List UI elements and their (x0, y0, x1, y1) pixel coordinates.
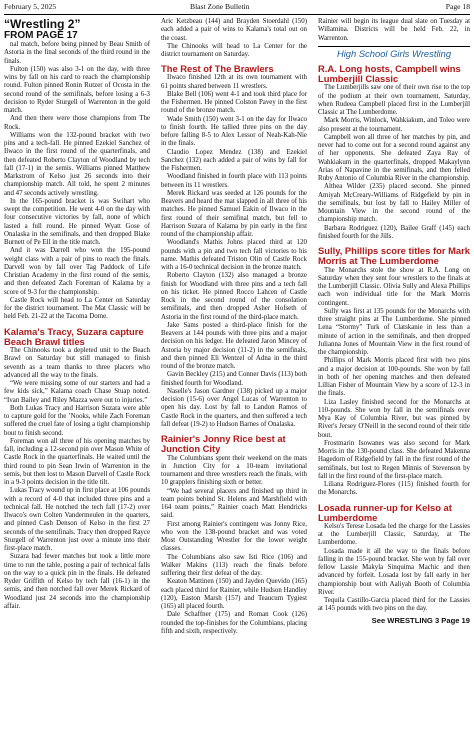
jump-kicker: FROM PAGE 17 (4, 30, 78, 41)
page-header (4, 2, 470, 14)
story-headline-kelso: Losada runner-up for Kelso at Lumberdome (318, 501, 452, 523)
paragraph: The Chinooks will head to La Center for the district tournament on Saturday. (161, 42, 307, 58)
paragraph: Losada made it all the way to the finals before falling in the 155-pound bracket. She won by fall over fellow Lassie Makyla Sinquima Machic and then advanced by forfeit. Losada lost by fall early in her championship bout with Aaliyah Booth of Columbia River. (318, 547, 470, 596)
story-body (161, 18, 307, 59)
paragraph: Woodland finished in fourth place with 113 points between its 11 wrestlers. (161, 173, 307, 189)
paragraph: “We had several placers and finished up third in team points behind St. Helens and Marshfield with 164 team points,” Rainier coach Matt Hendricks said. (161, 487, 307, 520)
header-date: February 5, 2025 (4, 2, 57, 11)
paragraph: Claudio Lopez Mendez (138) and Ezekiel Sanchez (132) each added a pair of wins by fall for the Fishermen. (161, 148, 307, 173)
paragraph: Liliana Rodriguez-Flores (115) finished fourth for the Monarchs. (318, 481, 470, 497)
section-divider (318, 46, 470, 47)
paragraph: Fulton (150) was also 3-1 on the day, with three wins by fall on his card to reach the championship round. Fulton pinned Ronin Rutzer of Ocosta in the second round of the semifinals, before losing a 6-3 decision to Ryder Sturgell of Warrenton in the gold match. (4, 65, 150, 115)
paragraph: Mark Morris, Winlock, Wahkiakum, and Toleo were also present at the tournament. (318, 117, 470, 133)
story-headline-rainier: Rainier's Jonny Rice best at Junction City (161, 433, 286, 455)
paragraph: Frostmarin Isowanes was also second for Mark Morris in the 130-pound class. She defeated Makenna Hagedorn of Ridgefield by fall in the first round of the semifinals, but lost to Regen Minnis of Stevenson by fall in the first round of the first-place match. (318, 439, 470, 480)
header-publication: Blast Zone Bulletin (190, 2, 250, 11)
paragraph: Kelso's Terese Losada led the charge for the Lassies at the Lumberjill Classic, Saturday, at The Lumberdome. (318, 522, 470, 547)
story-body (318, 84, 470, 241)
story-body (318, 18, 470, 43)
paragraph: Campbell won all three of her matches by pin, and never had to come out for a second round against any of her opponents. She defeated Zaya Ray of Wahkiakum in the quarterfinals, dropped Makaylynn Arias of Napavine in the semifinals, and then felled Ruby Antonio of Columbia River in the championship. (318, 133, 470, 183)
story-headline-ralong: R.A. Long hosts, Campbell wins Lumberjill Classic (318, 62, 461, 85)
paragraph: Lukas Tracy wound up in first place at 106 pounds with a record of 4-0 that included three pins and a technical fall. He notched the tech fall (17-2) over Ilwaco's own Colten Vandermeulen in the quarters, and pinned Cash Denson of Kelso in the first 27 seconds of the semifinals. Tracy then dropped Rayce Sturgell of Warrenton just over a minute into their first-place match. (4, 487, 150, 553)
story-body (318, 523, 470, 614)
paragraph: In the 165-pound bracket is was Swihart who swept the competition. He went 4-0 on the day with four consecutive victories by fall, none of which lasted a full round. He pinned Wyatt Gose of Onalaska in the semifinals, and then dropped Blake Burnett of Pe Ell in the title match. (4, 197, 150, 247)
paragraph: Williams won the 132-pound bracket with two pins and a tech-fall. He pinned Ezekiel Sanchez of Ilwaco in the first round of the quarterfinals, and then defeated Roberto Clayton of Woodland by tech fall (17-1) in the semis. Williams pinned Matthew Markstrom of Kelso just 26 seconds into their championship match. All told, he spent 2 minutes and 47 seconds actively wrestling. (4, 131, 150, 197)
paragraph: Phillips of Mark Morris placed first with two pins and a major decision at 100-pounds. She won by fall in both of her opening matches and then defeated Lillian Fisher of Mountain View by a score of 12-3 in the finals. (318, 357, 470, 398)
paragraph: The Monarchs stole the show at R.A. Long on Saturday when they sent four wrestlers to the finals at the Lumberjill Classic. Olivia Sully and Alexa Phillips each won individual title for the Mark Morris contingent. (318, 266, 470, 307)
column-2 (161, 18, 307, 740)
paragraph: Barbara Rodriguez (120), Bailee Graff (145) each finished fourth for the Jills. (318, 224, 470, 240)
paragraph: Althea Wilder (235) placed second. She pinned Amiyah McCreary-Williams of Ridgefield by pin in the semifinals, but lost by fall to Hailey Miller of Mountain View in the second round of the championship match. (318, 183, 470, 224)
paragraph: Rainier will begin its league dual slate on Tuesday at Willamina. Districts will be held Feb. 22, in Warrenton. (318, 18, 470, 42)
paragraph: Blake Bell (106) went 4-1 and took third place for the Fishermen. He pinned Colston Pavey in the first round of the bronze match. (161, 90, 307, 115)
story-body (318, 267, 470, 498)
story-body (161, 74, 307, 429)
paragraph: Gavin Beckley (215) and Conner Davis (113) both finished fourth for Woodland. (161, 371, 307, 387)
story-body (4, 347, 150, 611)
paragraph: The Lumberjills saw one of their own rise to the top of the podium at their own tournament, Saturday, when Rudeea Campbell placed first in the Lumberjill Classic at The Lumberdome. (318, 84, 470, 117)
paragraph: The Columbians also saw Isti Rice (106) and Walker Makins (113) reach the finals before suffering their first defeat of the day. (161, 553, 307, 578)
paragraph: And then there were those champions from The Rock. (4, 115, 150, 131)
story-headline-brawlers: The Rest of The Brawlers (161, 63, 274, 75)
paragraph: Both Lukas Tracy and Harrison Suzara were able to capture gold for the ’Nooks, while Zach Foreman suffered the cruel fate of losing a tight championship bout to finish second. (4, 404, 150, 437)
paragraph: Merek Rickard was seeded at 126 pounds for the Beavers and heard the mat slapped in all three of his matches. He pinned Samuel Eakin of Ilwaco in the first round of their semifinal match, but fell to Harrison Suzara of Kalama by pin early in the first round of the championship affair. (161, 189, 307, 239)
column-3 (318, 18, 470, 740)
paragraph: Tequila Castillo-Garcia placed third for the Lassies at 145 pounds with two pins on the day. (318, 597, 470, 613)
paragraph: Keaton Mattinen (150) and Jayden Quevido (165) each placed third for Rainier, while Hudson Handley (120), Easton Marsh (157) and Teaucum Tygiest (165) all placed fourth. (161, 578, 307, 611)
paragraph: Foreman won all three of his opening matches by fall, including a 12-second pin over Mason White of Castle Rock in the quarterfinals. He waited until the third round to pin Sean Irwin of Warrenton in the semis, but then lost to Mason Darvell of Castle Rock in a 9-3 points decision in the title tilt. (4, 437, 150, 487)
paragraph: First among Rainier's contingent was Jonny Rice, who won the 138-pound bracket and was voted Most Outstanding Wrestler for the lower weight classes. (161, 520, 307, 553)
paragraph: Ilwaco finished 12th at its own tournament with 61 points shared between 11 wrestlers. (161, 74, 307, 90)
paragraph: Aric Ketzbeau (144) and Brayden Stoerdahl (150) each added a pair of wins to Kalama's total out on the coast. (161, 18, 307, 42)
header-page-number: Page 18 (445, 2, 470, 11)
story-headline-kalama: Kalama's Tracy, Suzara capture Beach Brawl titles (4, 325, 144, 347)
header-rule (4, 14, 470, 15)
jump-headline: “Wrestling 2” (4, 18, 81, 31)
paragraph: Sully was first at 135 pounds for the Monarchs with three straight pins at The Lumberdome. She pinned Lena “Stormy” Turk of Clatskanie in less than a minute of action in the semifinals, and then dropped Julianna Jones of Mountain View in the first round of the championship. (318, 307, 470, 357)
paragraph: Woodland's Mathis Johns placed third at 120 pounds with a pin and two tech fall victories to his name. Mathis defeated Triston Olin of Castle Rock with a 16-0 technical decision in the bronze match. (161, 239, 307, 272)
paragraph: Roberto Clayton (132) also managed a bronze finish for Woodland with three pins and a tech fall on his ticket. He pinned Rocco Lahcen of Castle Rock in the second round of the consolation semifinals, and then dropped Asher Hofseth of Astoria in the first round of the third-place match. (161, 272, 307, 321)
paragraph: Naselle's Jason Gardner (138) picked up a major decision (15-6) over Angel Lucas of Warrenton to open his day. Lost by fall to Landon Ramos of Castle Rock in the quarters, and then suffered a tech fall defeat (19-2) to Hudson Barnes of Onalaska. (161, 387, 307, 428)
paragraph: Wade Smith (150) went 3-1 on the day for Ilwaco to finish fourth. He tallied three pins on the day before falling 8-5 to Alex Lessor of Neah-Kah-Nie in the finals. (161, 115, 307, 148)
continued-jump-link[interactable]: See WRESTLING 3 Page 19 (371, 615, 470, 625)
paragraph: The Columbians spent their weekend on the mats in Junction City for a 10-team invitational tournament and three wrestlers reach the finals, with 10 grapplers finishing sixth or better. (161, 454, 307, 487)
paragraph: nal match, before being pinned by Beau Smith of Astoria in the final seconds of the third round in the finals. (4, 41, 150, 65)
story-headline-mark-morris: Sully, Phillips score titles for Mark Morris at The Lumberdome (318, 245, 470, 267)
paragraph: Castle Rock will head to La Center on Saturday for the district tournament. The Mat Classic will be held Feb. 21-22 at the Tacoma Dome. (4, 296, 150, 321)
paragraph: Liza Lasley finished second for the Monarchs at 110-pounds. She won by fall in the semifinals over Mya Kay of Columbia River, but was pinned by River's Jersey O'Neill in the second round of their title bout. (318, 398, 470, 439)
paragraph: The Chinooks took a depleted unit to the Beach Brawl on Saturday but still managed to finish seventh as a team thanks to three placers who advanced all the way to the finals. (4, 347, 150, 379)
paragraph: Suzara had fewer matches but took a little more time to run the table, posting a pair of technical falls on the way to a quick pin in the finals. He defeated Ryder Griffith of Kelso by tech fall (16-1) in the semis, and then notched fall over Merek Rickard of Woodland just 24 seconds into the championship affair. (4, 553, 150, 610)
paragraph: Dale Schaffner (175) and Roman Cook (126) rounded the top-finishes for the Columbians, placing fifth and sixth, respectively. (161, 611, 307, 635)
column-1 (4, 18, 150, 740)
story-body (4, 41, 150, 322)
paragraph: “We were missing some of our starters and had a few kids sick,” Kalama coach Chase Stuap noted. “Ivan Bailey and Riley Mazza were out to injuries.” (4, 380, 150, 404)
paragraph: And it was Darrell who won the 195-pound weight class with a pair of pins to reach the finals. Darvell won by fall over Tag Paddock of Life Christian Academy in the first round of the semis, and then defeated Zach Foreman of Kalama by a score of 9-3 for the championship. (4, 247, 150, 296)
story-body (161, 455, 307, 637)
paragraph: Jake Sams posted a third-place finish for the Beavers at 144 pounds with three pins and a major decision on his ledger. He defeated Jaron Mincey of Astoria by major decision (11-2) in the semifinals, and then pinned Eli Wentzel of Adna in the third round of the bronze match. (161, 321, 307, 371)
section-title: High School Girls Wrestling (336, 47, 452, 59)
